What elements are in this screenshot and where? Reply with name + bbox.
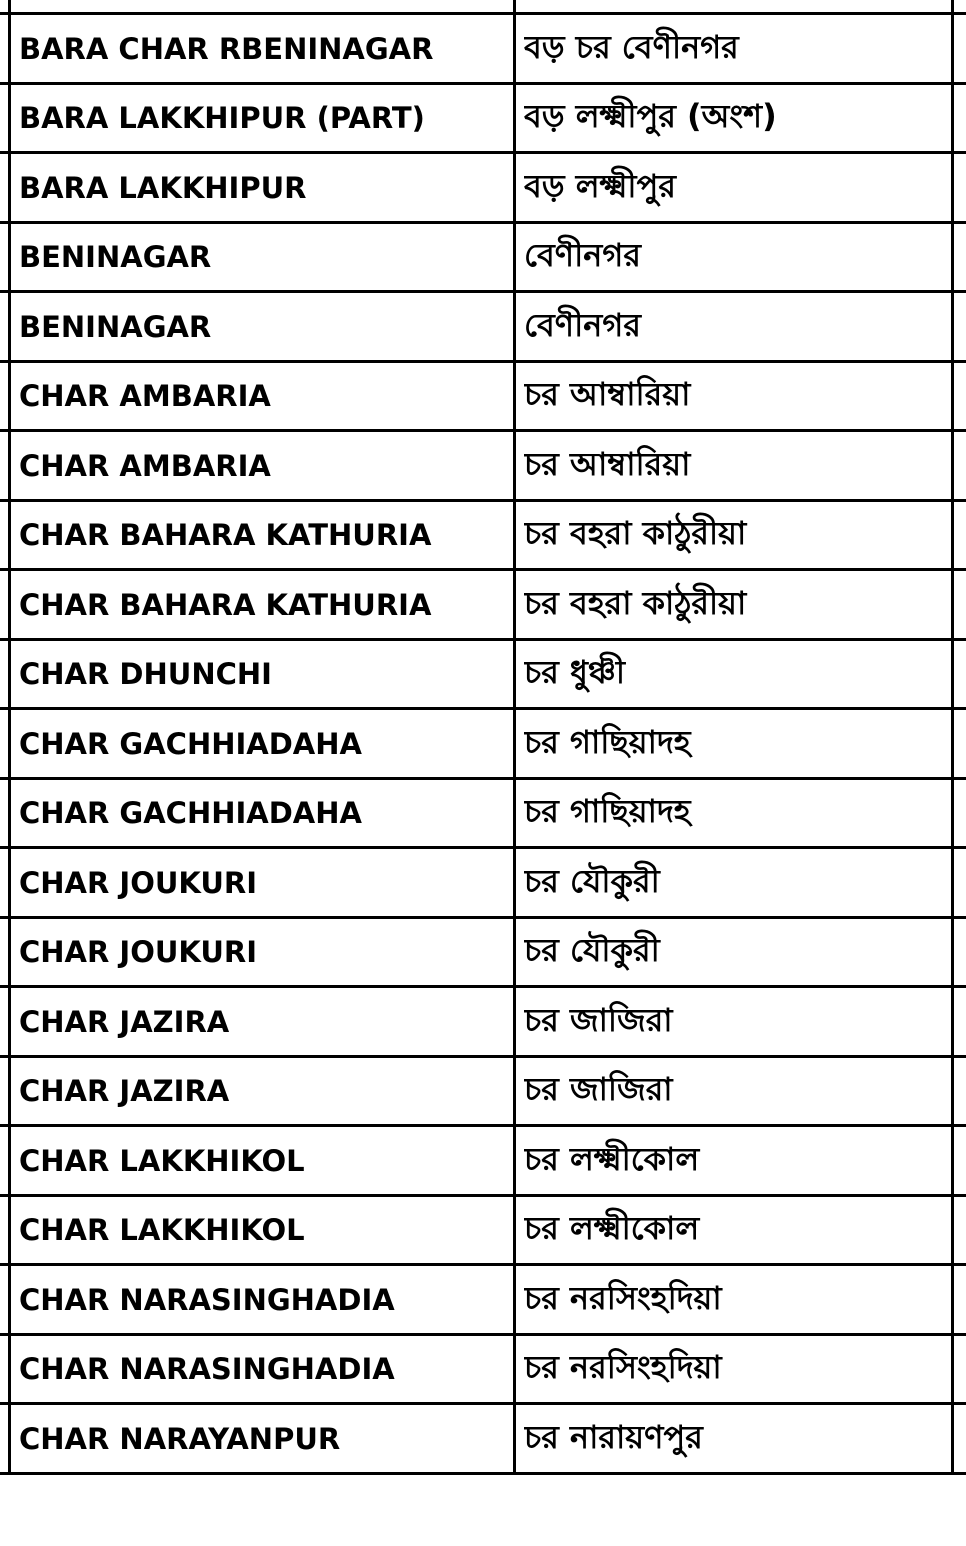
row-divider	[0, 221, 966, 224]
bengali-name-cell: চর বহরা কাঠুরীয়া	[524, 514, 747, 553]
table-row	[0, 709, 966, 779]
bengali-name-cell: চর বহরা কাঠুরীয়া	[524, 583, 747, 622]
row-divider	[0, 429, 966, 432]
bengali-name-cell: চর ধুঞ্চী	[524, 653, 626, 692]
bengali-name-cell: চর গাছিয়াদহ	[524, 722, 691, 761]
table-row	[0, 1335, 966, 1405]
table-row	[0, 223, 966, 293]
english-name-cell: CHAR LAKKHIKOL	[19, 1143, 305, 1178]
english-name-cell: CHAR JOUKURI	[19, 865, 258, 900]
row-divider	[0, 151, 966, 154]
table-row	[0, 1196, 966, 1266]
row-divider	[0, 1402, 966, 1405]
english-name-cell: BENINAGAR	[19, 240, 212, 275]
bengali-name-cell: চর লক্ষ্মীকোল	[524, 1139, 700, 1178]
english-name-cell: CHAR JOUKURI	[19, 935, 258, 970]
table-row	[0, 987, 966, 1057]
bengali-name-cell: চর জাজিরা	[524, 1000, 673, 1039]
row-divider	[0, 290, 966, 293]
row-divider	[0, 916, 966, 919]
bengali-name-cell: বড় লক্ষ্মীপুর (অংশ)	[524, 97, 777, 136]
english-name-cell: BARA LAKKHIPUR	[19, 170, 307, 205]
row-divider	[0, 1333, 966, 1336]
english-name-cell: CHAR AMBARIA	[19, 448, 271, 483]
english-name-cell: CHAR BAHARA KATHURIA	[19, 518, 432, 553]
table-row	[0, 918, 966, 988]
row-divider	[0, 707, 966, 710]
table-row	[0, 362, 966, 432]
row-divider	[0, 1263, 966, 1266]
row-divider	[0, 499, 966, 502]
english-name-cell: CHAR DHUNCHI	[19, 657, 272, 692]
bengali-name-cell: চর আম্বারিয়া	[524, 375, 691, 414]
bengali-name-cell: চর লক্ষ্মীকোল	[524, 1209, 700, 1248]
english-name-cell: CHAR LAKKHIKOL	[19, 1213, 305, 1248]
table-row	[0, 1126, 966, 1196]
row-divider	[0, 1124, 966, 1127]
english-name-cell: CHAR GACHHIADAHA	[19, 726, 362, 761]
english-name-cell: CHAR NARASINGHADIA	[19, 1282, 395, 1317]
row-divider	[0, 1055, 966, 1058]
bengali-name-cell: চর নরসিংহদিয়া	[524, 1278, 722, 1317]
row-divider	[0, 846, 966, 849]
table-row	[0, 640, 966, 710]
row-divider	[0, 82, 966, 85]
bengali-name-cell: বড় চর বেণীনগর	[524, 27, 739, 66]
english-name-cell: CHAR AMBARIA	[19, 379, 271, 414]
cutoff-text-mark	[255, 0, 269, 4]
table-row	[0, 14, 966, 84]
table-row	[0, 848, 966, 918]
row-divider	[0, 12, 966, 15]
table-row	[0, 84, 966, 154]
bengali-name-cell: চর যৌকুরী	[524, 861, 660, 900]
english-name-cell: BENINAGAR	[19, 309, 212, 344]
table-row	[0, 779, 966, 849]
english-name-cell: BARA LAKKHIPUR (PART)	[19, 101, 425, 136]
row-divider	[0, 777, 966, 780]
row-divider	[0, 1472, 966, 1475]
bengali-name-cell: চর জাজিরা	[524, 1070, 673, 1109]
english-name-cell: CHAR JAZIRA	[19, 1004, 230, 1039]
table-row	[0, 153, 966, 223]
english-name-cell: BARA CHAR RBENINAGAR	[19, 31, 434, 66]
table-row	[0, 501, 966, 571]
row-divider	[0, 568, 966, 571]
bengali-name-cell: বেণীনগর	[524, 236, 641, 275]
table-row	[0, 570, 966, 640]
table-row	[0, 292, 966, 362]
bengali-name-cell: চর আম্বারিয়া	[524, 444, 691, 483]
table-row	[0, 1265, 966, 1335]
cutoff-text-mark	[735, 0, 749, 4]
bengali-name-cell: চর যৌকুরী	[524, 931, 660, 970]
english-name-cell: CHAR NARAYANPUR	[19, 1421, 341, 1456]
english-name-cell: CHAR BAHARA KATHURIA	[19, 587, 432, 622]
row-divider	[0, 360, 966, 363]
table-row	[0, 1404, 966, 1474]
table-row	[0, 431, 966, 501]
bengali-name-cell: চর গাছিয়াদহ	[524, 792, 691, 831]
row-divider	[0, 638, 966, 641]
table-row	[0, 1057, 966, 1127]
bengali-name-cell: বেণীনগর	[524, 305, 641, 344]
english-name-cell: CHAR NARASINGHADIA	[19, 1352, 395, 1387]
bengali-name-cell: চর নরসিংহদিয়া	[524, 1348, 722, 1387]
english-name-cell: CHAR GACHHIADAHA	[19, 796, 362, 831]
row-divider	[0, 1194, 966, 1197]
english-name-cell: CHAR JAZIRA	[19, 1074, 230, 1109]
row-divider	[0, 985, 966, 988]
bengali-name-cell: বড় লক্ষ্মীপুর	[524, 166, 676, 205]
bengali-name-cell: চর নারায়ণপুর	[524, 1417, 703, 1456]
